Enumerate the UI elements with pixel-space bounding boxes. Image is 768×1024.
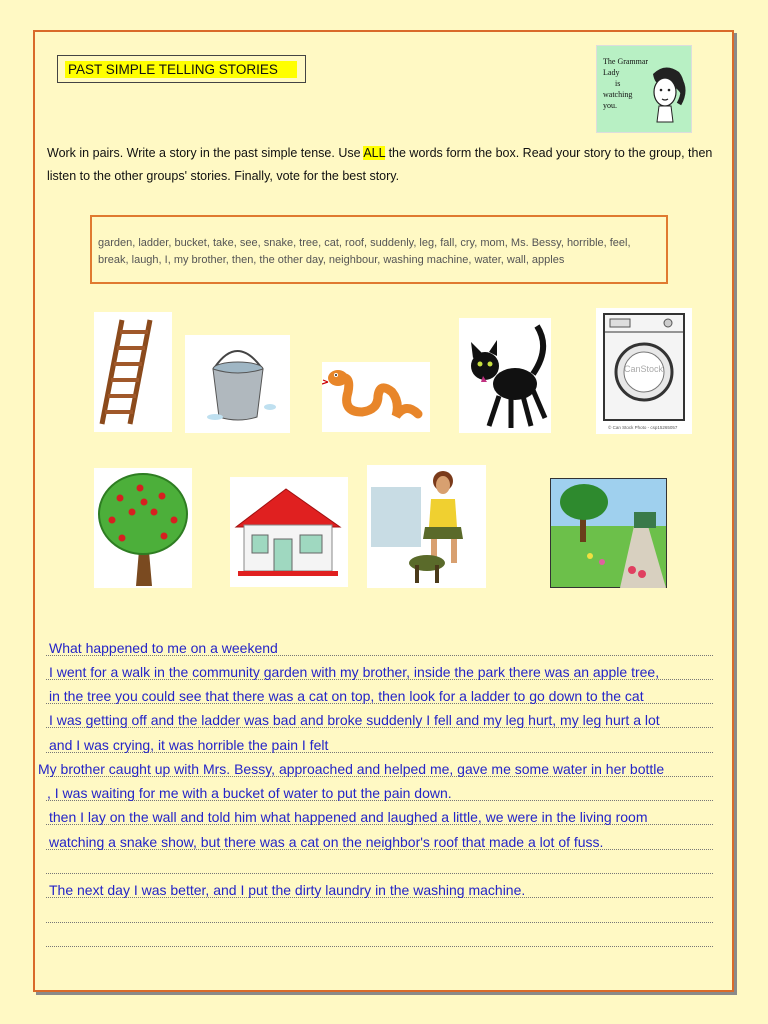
grammar-line-4: you. xyxy=(603,101,617,110)
washer-watermark: CanStock xyxy=(624,364,664,374)
story-line: My brother caught up with Mrs. Bessy, approached and helped me, gave me some water in her bottle xyxy=(38,761,665,777)
snake-image xyxy=(322,362,430,432)
apple-tree-icon xyxy=(94,468,192,588)
story-line: What happened to me on a weekend xyxy=(49,640,278,656)
cat-icon xyxy=(459,318,551,433)
story-line: and I was crying, it was horrible the pain I felt xyxy=(49,737,329,753)
house-icon xyxy=(230,477,348,587)
grammar-line-3: watching xyxy=(603,90,633,99)
story-line: I was getting off and the ladder was bad and broke suddenly I fell and my leg hurt, my leg hurt a lot xyxy=(49,712,660,728)
worksheet-title: PAST SIMPLE TELLING STORIES xyxy=(65,61,297,78)
story-line: The next day I was better, and I put the dirty laundry in the washing machine. xyxy=(49,882,526,898)
story-line: , I was waiting for me with a bucket of water to put the pain down. xyxy=(47,785,452,801)
apple-tree-image xyxy=(94,468,192,588)
instructions-text-1: Work in pairs. Write a story in the past simple tense. Use xyxy=(47,146,364,160)
instructions xyxy=(47,142,737,188)
grammar-lady-card xyxy=(596,45,692,133)
story-line: then I lay on the wall and told him what happened and laughed a little, we were in the living room xyxy=(49,809,648,825)
woman-sitting-image xyxy=(367,465,486,588)
story-line: in the tree you could see that there was a cat on top, then look for a ladder to go down to the cat xyxy=(49,688,644,704)
instructions-highlight: ALL xyxy=(363,146,386,160)
grammar-line-1: The Grammar Lady xyxy=(603,57,649,77)
garden-icon xyxy=(550,478,667,588)
writing-line xyxy=(46,922,713,923)
woman-sitting-icon xyxy=(367,465,486,588)
story-line: watching a snake show, but there was a cat on the neighbor's roof that made a lot of fuss. xyxy=(49,834,604,850)
writing-line xyxy=(46,946,713,947)
cat-image xyxy=(459,318,551,433)
word-list: garden, ladder, bucket, take, see, snake, tree, cat, roof, suddenly, leg, fall, cry, mom, Ms. Bessy, horrible, feel, break, laugh, I, my brother, then, the other day, neighbour, washing machine, water, wall, apples xyxy=(98,237,631,266)
grammar-line-2: is xyxy=(615,79,621,88)
word-box xyxy=(90,215,668,284)
title-box xyxy=(57,55,306,83)
house-image xyxy=(230,477,348,587)
snake-icon xyxy=(322,362,430,432)
garden-image xyxy=(550,478,667,588)
bucket-icon xyxy=(185,335,290,433)
ladder-image xyxy=(94,312,172,432)
washer-caption: © Can Stock Photo - csp15265057 xyxy=(608,425,678,430)
washing-machine-image xyxy=(596,308,692,434)
instructions-text-2: the words form the box. Read your story to the group, then listen to the other groups' stories. Finally, vote for the best story. xyxy=(47,146,713,183)
lady-face-icon xyxy=(643,64,687,126)
story-line: I went for a walk in the community garden with my brother, inside the park there was an apple tree, xyxy=(49,664,660,680)
ladder-icon xyxy=(94,312,172,432)
writing-line xyxy=(46,873,713,874)
bucket-image xyxy=(185,335,290,433)
